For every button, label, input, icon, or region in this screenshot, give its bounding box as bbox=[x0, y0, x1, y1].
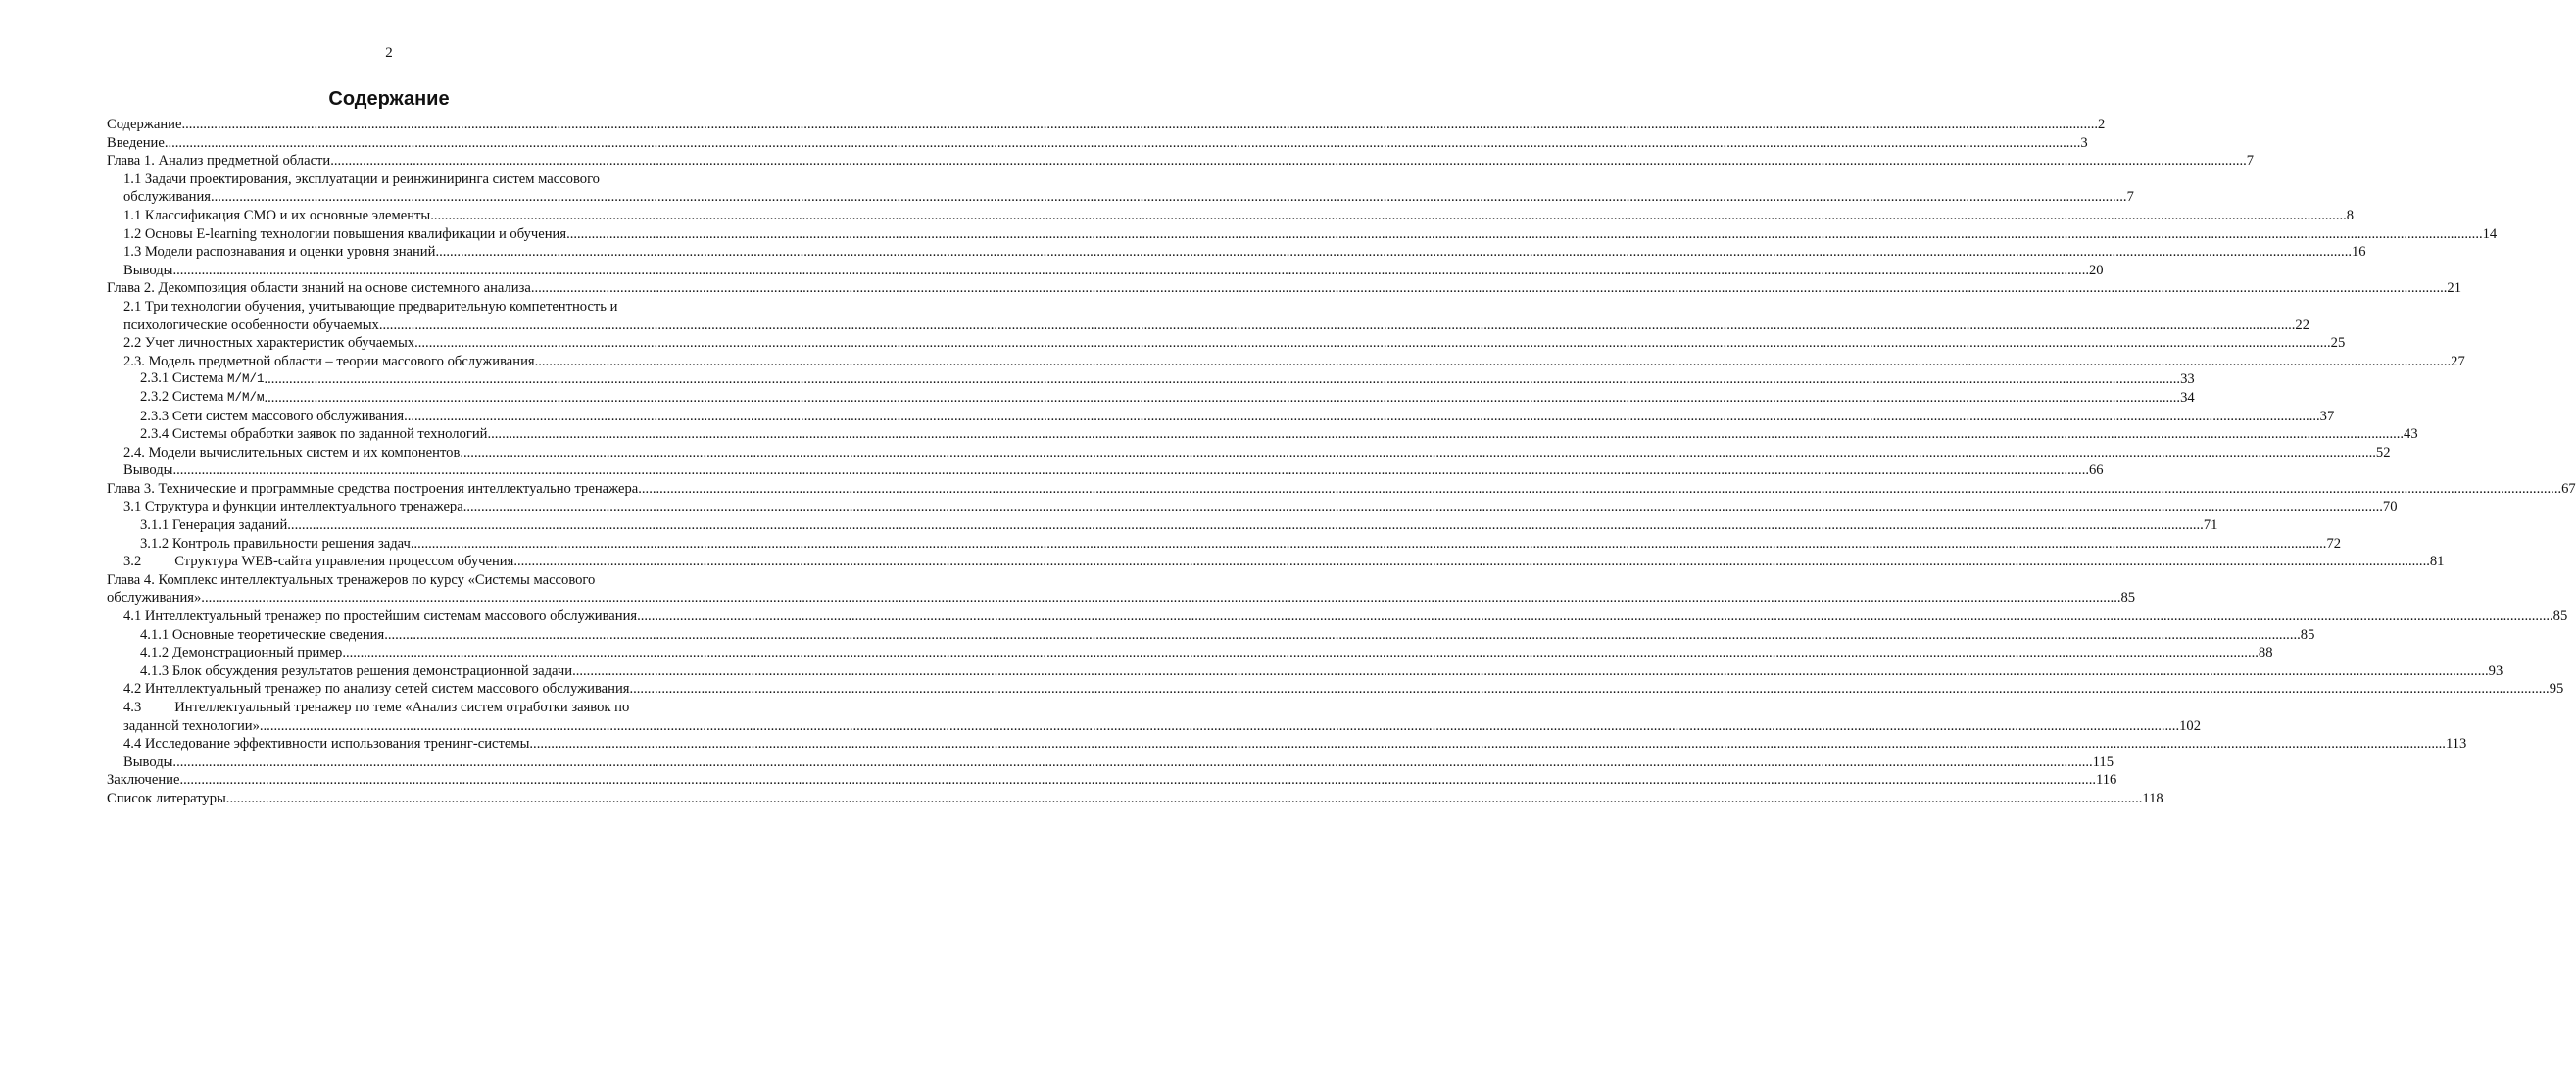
toc-entry-page: 88 bbox=[2258, 645, 2273, 661]
toc-entry-label: обслуживания». bbox=[107, 590, 205, 607]
toc-entry-label: Глава 3. Технические и программные средства построения интеллектуально тренажера. bbox=[107, 480, 642, 497]
toc-entry[interactable] bbox=[107, 626, 2315, 645]
toc-entry-page: 20 bbox=[2089, 262, 2104, 278]
toc-entry[interactable] bbox=[107, 553, 2445, 571]
toc-entry-first-line: 1.1 Задачи проектирования, эксплуатации и реинжиниринга систем массового bbox=[123, 170, 600, 187]
toc-entry-page: 27 bbox=[2451, 353, 2465, 369]
toc-entry[interactable] bbox=[107, 516, 2218, 535]
toc-entry[interactable] bbox=[107, 735, 2467, 754]
toc-entry[interactable] bbox=[107, 207, 2355, 225]
toc-entry-page: 118 bbox=[2142, 790, 2163, 806]
toc-entry-label: Глава 1. Анализ предметной области bbox=[107, 153, 331, 170]
toc-entry-page: 81 bbox=[2429, 554, 2445, 570]
toc-entry[interactable] bbox=[107, 535, 2342, 554]
toc-entry[interactable] bbox=[107, 498, 2398, 516]
toc-entry[interactable] bbox=[107, 644, 2273, 662]
toc-entry[interactable] bbox=[107, 444, 2391, 462]
toc-entry-label: Выводы. bbox=[123, 754, 177, 770]
toc-entry-page: 34 bbox=[2180, 389, 2195, 406]
table-of-contents bbox=[107, 116, 2576, 808]
toc-entry-label: 2.4. Модели вычислительных систем и их компонентов bbox=[123, 444, 461, 461]
toc-entry-label: 4.2 Интеллектуальный тренажер по анализу сетей систем массового обслуживания bbox=[123, 681, 630, 698]
toc-entry-label: Список литературы bbox=[107, 790, 226, 806]
toc-entry-label: 2.3. Модель предметной области – теории массового обслуживания bbox=[123, 353, 535, 369]
toc-entry-label: Выводы bbox=[123, 262, 173, 278]
toc-entry[interactable] bbox=[107, 408, 2335, 426]
toc-entry-label: 4.1.2 Демонстрационный пример bbox=[140, 645, 343, 661]
toc-entry-label-text: Структура WEB-сайта управления процессом обучения bbox=[174, 554, 514, 570]
toc-entry[interactable] bbox=[107, 188, 2134, 207]
toc-entry-label: 2.2 Учет личностных характеристик обучаемых bbox=[123, 335, 415, 352]
toc-entry-line1-text: Интеллектуальный тренажер по теме «Анализ систем отработки заявок по bbox=[174, 700, 630, 715]
toc-entry[interactable] bbox=[107, 589, 2136, 608]
toc-entry-page: 14 bbox=[2482, 225, 2498, 242]
toc-entry-page: 85 bbox=[2120, 590, 2136, 607]
toc-entry-page: 37 bbox=[2319, 408, 2335, 424]
toc-entry-first-line bbox=[107, 699, 722, 717]
toc-entry-number: 4.3 bbox=[123, 700, 142, 715]
toc-entry[interactable] bbox=[107, 316, 2309, 335]
toc-entry-page: 22 bbox=[2295, 316, 2309, 333]
toc-entry-label: 1.2 Основы E-learning технологии повышения квалификации и обучения bbox=[123, 225, 567, 242]
toc-entry-label bbox=[140, 388, 265, 408]
toc-entry-page: 71 bbox=[2203, 517, 2218, 534]
toc-entry[interactable] bbox=[107, 462, 2104, 480]
toc-entry-label: 4.1.3 Блок обсуждения результатов решения демонстрационной задачи bbox=[140, 662, 573, 679]
toc-entry[interactable] bbox=[107, 425, 2418, 444]
toc-entry-page: 43 bbox=[2404, 426, 2418, 443]
toc-entry[interactable] bbox=[107, 608, 2568, 626]
toc-entry[interactable] bbox=[107, 334, 2346, 353]
toc-entry[interactable] bbox=[107, 662, 2503, 681]
toc-entry-label bbox=[123, 553, 513, 571]
toc-entry-label-text: 2.3.2 Система bbox=[140, 388, 224, 405]
toc-entry-page: 102 bbox=[2179, 717, 2201, 734]
toc-entry-label bbox=[140, 369, 265, 389]
page-title: Содержание bbox=[328, 88, 450, 110]
toc-entry-page: 8 bbox=[2346, 207, 2355, 223]
toc-entry-page: 52 bbox=[2375, 444, 2391, 461]
toc-entry-page: 7 bbox=[2246, 153, 2255, 170]
toc-entry[interactable] bbox=[107, 388, 2195, 408]
toc-entry-label: психологические особенности обучаемых bbox=[123, 316, 379, 333]
toc-entry[interactable] bbox=[107, 717, 2201, 736]
toc-entry[interactable] bbox=[107, 116, 2106, 134]
toc-entry-page: .67 bbox=[2557, 480, 2576, 497]
toc-entry-label: 1.1 Классификация СМО и их основные элементы bbox=[123, 207, 431, 223]
toc-entry[interactable] bbox=[107, 480, 2576, 499]
queue-notation: M/M/м bbox=[226, 390, 265, 405]
toc-entry[interactable] bbox=[107, 353, 2465, 371]
toc-entry-page: 2 bbox=[2098, 117, 2106, 132]
toc-entry[interactable] bbox=[107, 134, 2088, 153]
toc-entry[interactable] bbox=[107, 680, 2564, 699]
toc-entry-page: 93 bbox=[2488, 662, 2503, 679]
toc-entry[interactable] bbox=[107, 790, 2163, 808]
toc-entry-label: 2.3.3 Сети систем массового обслуживания bbox=[140, 408, 405, 424]
toc-entry-number: 3.2 bbox=[123, 554, 142, 570]
toc-entry[interactable] bbox=[107, 152, 2255, 170]
toc-entry-label: Содержание bbox=[107, 117, 182, 132]
toc-entry-page: 16 bbox=[2352, 244, 2366, 261]
toc-entry[interactable] bbox=[107, 279, 2461, 298]
toc-entry-page: 70 bbox=[2382, 499, 2398, 515]
toc-entry-label: 3.1.1 Генерация заданий bbox=[140, 517, 288, 534]
toc-entry-label: Введение bbox=[107, 134, 165, 151]
toc-entry-label: 4.1.1 Основные теоретические сведения bbox=[140, 626, 385, 643]
toc-entry[interactable] bbox=[107, 771, 2117, 790]
toc-entry-first-line: Глава 4. Комплекс интеллектуальных тренажеров по курсу «Системы массового bbox=[107, 571, 596, 588]
toc-entry-label: 3.1 Структура и функции интеллектуального тренажера. bbox=[123, 499, 467, 515]
toc-entry-page: 85 bbox=[2552, 608, 2568, 625]
toc-entry-label-text: 2.3.1 Система bbox=[140, 370, 224, 387]
toc-entry[interactable] bbox=[107, 754, 2114, 772]
toc-entry-page: 85 bbox=[2300, 626, 2315, 643]
toc-entry-label: заданной технологии». bbox=[123, 717, 264, 734]
toc-entry-page: 113 bbox=[2445, 736, 2467, 753]
toc-entry-page: 21 bbox=[2447, 280, 2461, 297]
toc-entry-label: 4.4 Исследование эффективности использования тренинг-системы bbox=[123, 736, 530, 753]
toc-entry[interactable] bbox=[107, 262, 2104, 280]
toc-entry-label: 4.1 Интеллектуальный тренажер по простейшим системам массового обслуживания bbox=[123, 608, 638, 625]
page-number: 2 bbox=[385, 45, 393, 61]
toc-entry-label: Выводы bbox=[123, 462, 173, 479]
queue-notation: M/M/1 bbox=[226, 372, 265, 387]
toc-entry-first-line: 2.1 Три технологии обучения, учитывающие предварительную компетентность и bbox=[123, 298, 618, 315]
toc-entry-label: 3.1.2 Контроль правильности решения задач bbox=[140, 535, 411, 552]
toc-entry[interactable] bbox=[107, 225, 2498, 244]
toc-entry-label: 2.3.4 Системы обработки заявок по заданной технологий bbox=[140, 426, 488, 443]
toc-entry-page: .95 bbox=[2546, 681, 2564, 698]
toc-entry-label: обслуживания bbox=[123, 189, 211, 206]
toc-entry-label: Заключение bbox=[107, 772, 180, 789]
toc-entry-page: 33 bbox=[2180, 371, 2195, 388]
toc-entry-label: 1.3 Модели распознавания и оценки уровня знаний bbox=[123, 244, 436, 261]
toc-entry-page: 115 bbox=[2092, 754, 2114, 770]
toc-entry-page: 116 bbox=[2096, 772, 2117, 789]
toc-entry-page: 7 bbox=[2126, 189, 2134, 206]
toc-entry-page: 3 bbox=[2080, 134, 2088, 151]
toc-entry-page: 66 bbox=[2089, 462, 2104, 479]
toc-entry[interactable] bbox=[107, 370, 2195, 389]
toc-entry-page: 25 bbox=[2330, 335, 2346, 352]
toc-entry-page: 72 bbox=[2326, 535, 2342, 552]
toc-entry[interactable] bbox=[107, 243, 2366, 262]
toc-entry-label: Глава 2. Декомпозиция области знаний на основе системного анализа bbox=[107, 280, 531, 297]
